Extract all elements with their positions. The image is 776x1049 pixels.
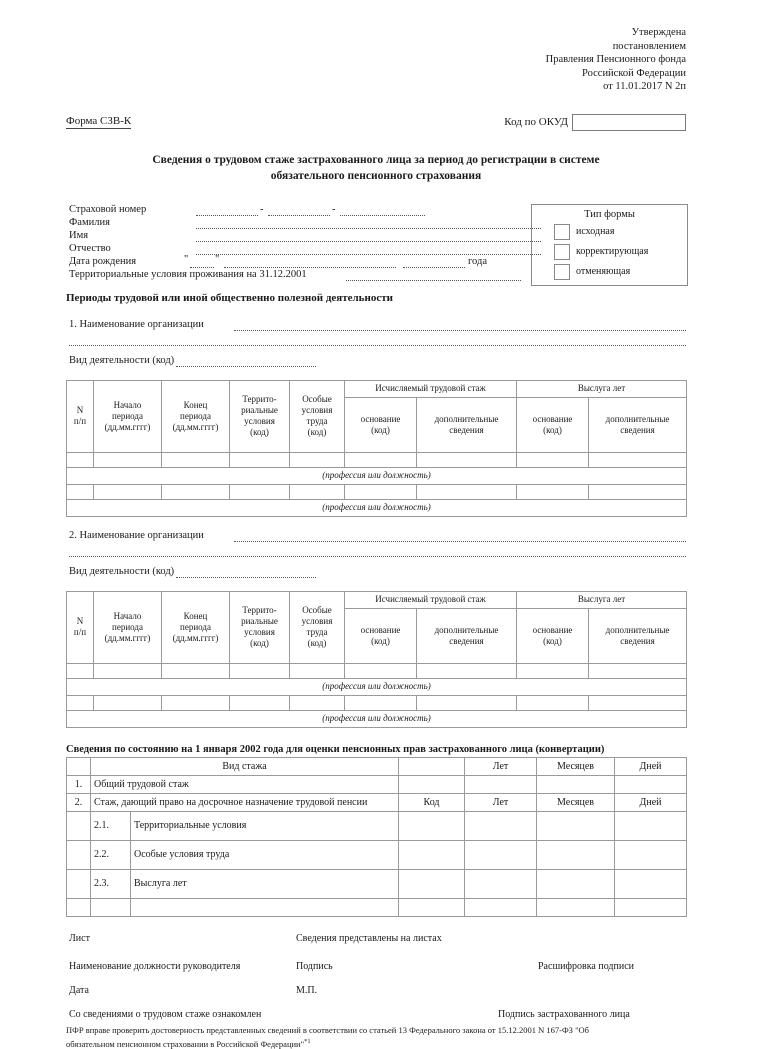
- form-type-option-ishodnaya[interactable]: [532, 224, 687, 240]
- organization-1-activity-label: Вид деятельности (код): [69, 355, 174, 366]
- sub-label-l2: сведения: [620, 425, 654, 435]
- cell-period-end[interactable]: [162, 484, 230, 499]
- form-type-title: Тип формы: [532, 209, 687, 220]
- conv-cell-years[interactable]: [465, 898, 537, 916]
- col-header-period-start-l1: Начало: [114, 400, 142, 410]
- cell-stazh-osnovanie[interactable]: [345, 663, 417, 678]
- col-header-period-start-l2: периода: [112, 622, 143, 632]
- organization-1-name-input[interactable]: [234, 319, 686, 331]
- col-header-num-l1: N: [77, 405, 84, 415]
- cell-territorial[interactable]: [230, 695, 290, 710]
- cell-period-start[interactable]: [94, 663, 162, 678]
- conv-row-subnum-blank: [91, 898, 131, 916]
- table-header-row: [67, 380, 687, 397]
- conversion-header-row: [67, 757, 687, 775]
- signature-label: Подпись: [296, 961, 333, 972]
- conv-cell-months[interactable]: [537, 811, 615, 840]
- profession-label: (профессия или должность): [67, 499, 687, 516]
- cell-territorial[interactable]: [230, 484, 290, 499]
- insurance-number-label: Страховой номер: [69, 204, 146, 216]
- birth-date-label: Дата рождения: [69, 256, 136, 268]
- conv-row-subnum: 2.2.: [91, 840, 131, 869]
- col-header-group-vysluga: Выслуга лет: [517, 380, 687, 397]
- period-table-1: [66, 380, 687, 517]
- cell-period-end[interactable]: [162, 452, 230, 467]
- birth-day-input[interactable]: [190, 256, 214, 268]
- sub-label-l1: основание: [361, 414, 401, 424]
- conv-header-type: Вид стажа: [91, 757, 399, 775]
- cell-stazh-dop[interactable]: [417, 484, 517, 499]
- conv-row-label: Общий трудовой стаж: [91, 775, 399, 793]
- sub-label-l1: дополнительные: [606, 625, 670, 635]
- table-row-profession[interactable]: [67, 710, 687, 727]
- legal-note-line-2-text: обязательном пенсионном страховании в Российской Федерации": [66, 1038, 304, 1048]
- cell-period-start[interactable]: [94, 452, 162, 467]
- cell-stazh-dop[interactable]: [417, 695, 517, 710]
- col-header-special-l4: (код): [308, 638, 327, 648]
- sub-label-l2: сведения: [620, 636, 654, 646]
- conv-row-label: Особые условия труда: [131, 840, 399, 869]
- conv-cell-code[interactable]: [399, 775, 465, 793]
- table-row[interactable]: [67, 695, 687, 710]
- legal-note-line-1: ПФР вправе проверить достоверность представленных сведений в соответствии со статьей 13 Федерального закона от 15.12.2001 N 167-ФЗ "Об: [66, 1025, 686, 1036]
- conv-header-months: Месяцев: [537, 757, 615, 775]
- table-header-row: [67, 591, 687, 608]
- cell-special[interactable]: [290, 695, 345, 710]
- col-header-period-start-l2: периода: [112, 411, 143, 421]
- col-header-period-end-l1: Конец: [184, 611, 208, 621]
- col-header-special-l2: условия: [302, 616, 333, 626]
- sub-label-l2: (код): [543, 425, 562, 435]
- organization-1-name-label: 1. Наименование организации: [69, 319, 204, 330]
- approval-line-2: постановлением: [66, 40, 686, 54]
- conv-cell-code[interactable]: [399, 898, 465, 916]
- col-header-territorial-l4: (код): [250, 427, 269, 437]
- sub-label-l1: основание: [533, 414, 573, 424]
- col-header-period-end: [162, 591, 230, 663]
- patronymic-label: Отчество: [69, 243, 111, 255]
- conv-cell-years[interactable]: [465, 775, 537, 793]
- conv-header-years-2: Лет: [465, 793, 537, 811]
- personal-data-block: [66, 204, 686, 288]
- col-header-stazh-osnovanie: [345, 397, 417, 452]
- conv-header-code: Код: [399, 793, 465, 811]
- sheet-label: Лист: [69, 933, 90, 944]
- col-header-stazh-osnovanie: [345, 608, 417, 663]
- col-header-territorial-l2: риальные: [241, 616, 278, 626]
- conv-cell-days[interactable]: [615, 869, 687, 898]
- col-header-period-end-l2: периода: [180, 622, 211, 632]
- col-header-num-l1: N: [77, 616, 84, 626]
- organization-2-activity-row: [66, 565, 686, 583]
- col-header-period-start: [94, 380, 162, 452]
- first-name-label: Имя: [69, 230, 88, 242]
- table-row[interactable]: [67, 663, 687, 678]
- conv-row-label: Выслуга лет: [131, 869, 399, 898]
- manager-position-label: Наименование должности руководителя: [69, 961, 240, 972]
- sub-label-l1: основание: [361, 625, 401, 635]
- birth-day-quote-open: ": [184, 254, 188, 265]
- form-type-option-label: отменяющая: [576, 266, 630, 277]
- conv-cell-years[interactable]: [465, 840, 537, 869]
- col-header-period-start: [94, 591, 162, 663]
- birth-year-input[interactable]: [403, 256, 465, 268]
- birth-month-input[interactable]: [224, 256, 396, 268]
- conv-row-num-blank: [67, 898, 91, 916]
- organization-2-name-row-cont: [66, 547, 686, 561]
- cell-vysluga-dop[interactable]: [589, 452, 687, 467]
- cell-stazh-dop[interactable]: [417, 663, 517, 678]
- conversion-row-2-3[interactable]: [67, 869, 687, 898]
- cell-period-start[interactable]: [94, 484, 162, 499]
- col-header-territorial-l1: Террито-: [242, 605, 276, 615]
- cell-period-start[interactable]: [94, 695, 162, 710]
- cell-vysluga-dop[interactable]: [589, 484, 687, 499]
- cell-vysluga-osnovanie[interactable]: [517, 663, 589, 678]
- page-title-line-2: обязательного пенсионного страхования: [80, 168, 672, 184]
- sub-label-l1: основание: [533, 625, 573, 635]
- conv-cell-days[interactable]: [615, 811, 687, 840]
- conv-cell-code[interactable]: [399, 869, 465, 898]
- col-header-vysluga-osnovanie: [517, 397, 589, 452]
- surname-input[interactable]: [196, 217, 541, 229]
- birth-year-suffix: года: [468, 256, 487, 268]
- col-header-period-end-l1: Конец: [184, 400, 208, 410]
- organization-1-activity-row: [66, 354, 686, 372]
- insurance-number-dash-1: -: [260, 204, 264, 215]
- col-header-period-end-l2: периода: [180, 411, 211, 421]
- table-row-profession[interactable]: [67, 678, 687, 695]
- insurance-number-part3[interactable]: [340, 204, 425, 216]
- insurance-number-dash-2: -: [332, 204, 336, 215]
- territorial-conditions-input[interactable]: [346, 269, 521, 281]
- signature-block: [66, 933, 686, 1023]
- conversion-row-trailing[interactable]: [67, 898, 687, 916]
- col-header-special-l3: труда: [307, 416, 328, 426]
- col-header-stazh-dop: [417, 397, 517, 452]
- col-header-special-l1: Особые: [302, 605, 332, 615]
- col-header-vysluga-dop: [589, 608, 687, 663]
- conv-row-subnum: 2.1.: [91, 811, 131, 840]
- table-row-profession[interactable]: [67, 499, 687, 516]
- form-type-option-label: корректирующая: [576, 246, 648, 257]
- cell-num[interactable]: [67, 695, 94, 710]
- period-table-2: [66, 591, 687, 728]
- insured-signature-label: Подпись застрахованного лица: [498, 1009, 630, 1020]
- col-header-group-vysluga: Выслуга лет: [517, 591, 687, 608]
- col-header-special-l4: (код): [308, 427, 327, 437]
- col-header-territorial-l4: (код): [250, 638, 269, 648]
- organization-2-name-input-line2[interactable]: [69, 545, 686, 557]
- cell-num[interactable]: [67, 452, 94, 467]
- checkbox-icon[interactable]: [554, 264, 570, 280]
- cell-vysluga-dop[interactable]: [589, 695, 687, 710]
- acknowledged-label: Со сведениями о трудовом стаже ознакомлен: [69, 1009, 261, 1020]
- col-header-period-end: [162, 380, 230, 452]
- periods-section-heading: Периоды трудовой или иной общественно полезной деятельности: [66, 292, 686, 304]
- cell-special[interactable]: [290, 452, 345, 467]
- sub-label-l2: (код): [543, 636, 562, 646]
- conv-header-months-2: Месяцев: [537, 793, 615, 811]
- cell-num[interactable]: [67, 663, 94, 678]
- conv-header-days: Дней: [615, 757, 687, 775]
- okud-label: Код по ОКУД: [504, 116, 568, 128]
- conv-row-num-blank: [67, 811, 91, 840]
- profession-label: (профессия или должность): [67, 678, 687, 695]
- checkbox-icon[interactable]: [554, 224, 570, 240]
- cell-num[interactable]: [67, 484, 94, 499]
- conv-row-subnum: 2.3.: [91, 869, 131, 898]
- conv-row-label-blank: [131, 898, 399, 916]
- col-header-vysluga-dop: [589, 397, 687, 452]
- cell-territorial[interactable]: [230, 663, 290, 678]
- conversion-row-2-2[interactable]: [67, 840, 687, 869]
- col-header-special-l2: условия: [302, 405, 333, 415]
- col-header-num: [67, 380, 94, 452]
- conv-cell-years[interactable]: [465, 869, 537, 898]
- col-header-territorial-l2: риальные: [241, 405, 278, 415]
- page-title: [66, 152, 686, 184]
- conv-row-label: Стаж, дающий право на досрочное назначение трудовой пенсии: [91, 793, 399, 811]
- cell-period-end[interactable]: [162, 663, 230, 678]
- form-type-box: [531, 204, 688, 286]
- conv-header-days-2: Дней: [615, 793, 687, 811]
- cell-vysluga-osnovanie[interactable]: [517, 452, 589, 467]
- conv-row-num: 2.: [67, 793, 91, 811]
- page-title-line-1: Сведения о трудовом стаже застрахованного лица за период до регистрации в системе: [80, 152, 672, 168]
- cell-stazh-osnovanie[interactable]: [345, 484, 417, 499]
- sub-label-l1: дополнительные: [435, 414, 499, 424]
- organization-1-name-input-line2[interactable]: [69, 334, 686, 346]
- form-code-row: [66, 114, 686, 136]
- conv-cell-days[interactable]: [615, 775, 687, 793]
- conv-header-years: Лет: [465, 757, 537, 775]
- table-row-profession[interactable]: [67, 467, 687, 484]
- date-label: Дата: [69, 985, 89, 996]
- cell-stazh-dop[interactable]: [417, 452, 517, 467]
- col-header-period-start-l3: (дд.мм.гггг): [105, 633, 151, 643]
- cell-territorial[interactable]: [230, 452, 290, 467]
- col-header-period-end-l3: (дд.мм.гггг): [173, 633, 219, 643]
- approval-block: [66, 0, 686, 94]
- conv-cell-code[interactable]: [399, 840, 465, 869]
- form-code-label: Форма СЗВ-К: [66, 115, 131, 129]
- form-type-option-korrektiruyushchaya[interactable]: [532, 244, 687, 260]
- col-header-special-l1: Особые: [302, 394, 332, 404]
- sub-label-l2: сведения: [449, 425, 483, 435]
- insurance-number-part2[interactable]: [268, 204, 330, 216]
- sub-label-l2: (код): [371, 425, 390, 435]
- legal-note-line-2: [66, 1036, 686, 1049]
- patronymic-input[interactable]: [196, 243, 541, 255]
- table-row[interactable]: [67, 484, 687, 499]
- conv-cell-months[interactable]: [537, 869, 615, 898]
- conv-cell-days[interactable]: [615, 898, 687, 916]
- signature-decoding-label: Расшифровка подписи: [538, 961, 634, 972]
- col-header-period-end-l3: (дд.мм.гггг): [173, 422, 219, 432]
- form-type-option-label: исходная: [576, 226, 614, 237]
- col-header-stazh-dop: [417, 608, 517, 663]
- territorial-conditions-label: Территориальные условия проживания на 31.12.2001: [69, 269, 307, 281]
- col-header-special-l3: труда: [307, 627, 328, 637]
- sub-label-l1: дополнительные: [435, 625, 499, 635]
- col-header-group-stazh: Исчисляемый трудовой стаж: [345, 591, 517, 608]
- col-header-num-l2: п/п: [74, 627, 86, 637]
- col-header-territorial: [230, 591, 290, 663]
- conv-cell-months[interactable]: [537, 840, 615, 869]
- form-sheet: [66, 0, 686, 1049]
- col-header-vysluga-osnovanie: [517, 608, 589, 663]
- okud-input[interactable]: [572, 114, 686, 131]
- okud-group: [504, 114, 686, 131]
- conversion-table: [66, 757, 687, 917]
- cell-stazh-osnovanie[interactable]: [345, 695, 417, 710]
- col-header-period-start-l1: Начало: [114, 611, 142, 621]
- col-header-num: [67, 591, 94, 663]
- conversion-row-1[interactable]: [67, 775, 687, 793]
- form-type-option-otmenyayushchaya[interactable]: [532, 264, 687, 280]
- conv-cell-months[interactable]: [537, 898, 615, 916]
- cell-vysluga-osnovanie[interactable]: [517, 695, 589, 710]
- legal-note-superscript: *1: [304, 1038, 311, 1045]
- first-name-input[interactable]: [196, 230, 541, 242]
- cell-vysluga-dop[interactable]: [589, 663, 687, 678]
- conv-header-blank-1: [67, 757, 91, 775]
- legal-note: [66, 1025, 686, 1049]
- conv-cell-years[interactable]: [465, 811, 537, 840]
- col-header-territorial: [230, 380, 290, 452]
- conv-row-num-blank: [67, 869, 91, 898]
- sub-label-l1: дополнительные: [606, 414, 670, 424]
- approval-line-5: от 11.01.2017 N 2п: [66, 80, 686, 94]
- sub-label-l2: сведения: [449, 636, 483, 646]
- sub-label-l2: (код): [371, 636, 390, 646]
- cell-special[interactable]: [290, 663, 345, 678]
- organization-2-activity-label: Вид деятельности (код): [69, 566, 174, 577]
- cell-vysluga-osnovanie[interactable]: [517, 484, 589, 499]
- surname-label: Фамилия: [69, 217, 110, 229]
- organization-2-name-input[interactable]: [234, 530, 686, 542]
- conv-row-label: Территориальные условия: [131, 811, 399, 840]
- col-header-special-conditions: [290, 591, 345, 663]
- organization-1-name-row-cont: [66, 336, 686, 350]
- conversion-section-title: Сведения по состоянию на 1 января 2002 года для оценки пенсионных прав застрахованного лица (конвертации): [66, 744, 686, 755]
- col-header-period-start-l3: (дд.мм.гггг): [105, 422, 151, 432]
- conversion-row-2-1[interactable]: [67, 811, 687, 840]
- submitted-on-label: Сведения представлены на: [296, 933, 410, 944]
- profession-label: (профессия или должность): [67, 710, 687, 727]
- birth-day-quote-close: ": [215, 254, 219, 265]
- col-header-territorial-l3: условия: [244, 627, 275, 637]
- profession-label: (профессия или должность): [67, 467, 687, 484]
- organization-1-activity-input[interactable]: [176, 355, 316, 367]
- insurance-number-part1[interactable]: [196, 204, 258, 216]
- approval-line-3: Правления Пенсионного фонда: [66, 53, 686, 67]
- table-row[interactable]: [67, 452, 687, 467]
- conv-cell-months[interactable]: [537, 775, 615, 793]
- stamp-label: М.П.: [296, 985, 317, 996]
- conv-row-num: 1.: [67, 775, 91, 793]
- col-header-special-conditions: [290, 380, 345, 452]
- cell-special[interactable]: [290, 484, 345, 499]
- checkbox-icon[interactable]: [554, 244, 570, 260]
- col-header-group-stazh: Исчисляемый трудовой стаж: [345, 380, 517, 397]
- approval-line-4: Российской Федерации: [66, 67, 686, 81]
- conv-row-num-blank: [67, 840, 91, 869]
- col-header-num-l2: п/п: [74, 416, 86, 426]
- sheets-word-label: листах: [413, 933, 442, 944]
- conv-header-blank-2: [399, 757, 465, 775]
- cell-period-end[interactable]: [162, 695, 230, 710]
- conversion-row-2[interactable]: [67, 793, 687, 811]
- approval-line-1: Утверждена: [66, 26, 686, 40]
- conv-cell-days[interactable]: [615, 840, 687, 869]
- organization-2-activity-input[interactable]: [176, 566, 316, 578]
- col-header-territorial-l3: условия: [244, 416, 275, 426]
- cell-stazh-osnovanie[interactable]: [345, 452, 417, 467]
- organization-2-name-label: 2. Наименование организации: [69, 530, 204, 541]
- col-header-territorial-l1: Террито-: [242, 394, 276, 404]
- conv-cell-code[interactable]: [399, 811, 465, 840]
